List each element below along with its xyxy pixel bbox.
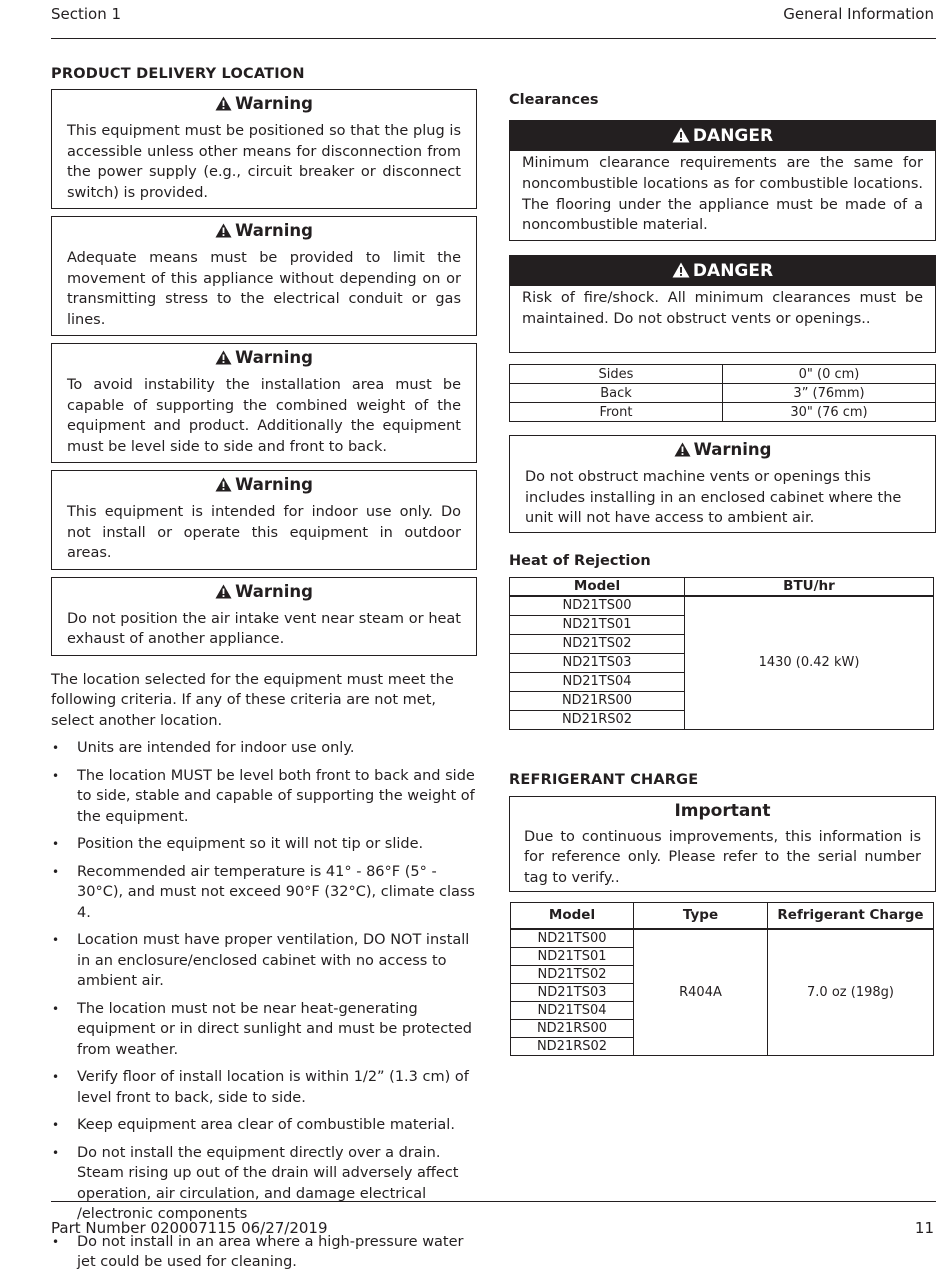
list-item: • Verify floor of install location is within 1/2” (1.3 cm) of level front to back, side to side. (51, 1067, 477, 1108)
important-title: Important (674, 800, 771, 821)
table-cell: 3” (76mm) (723, 384, 936, 403)
table-cell: ND21TS01 (511, 947, 634, 965)
table-cell: ND21TS03 (510, 653, 685, 672)
section-label: Section 1 (51, 5, 122, 23)
warning-text: This equipment must be positioned so that the plug is accessible unless other means for disconnection from the power supply (e.g., circuit breaker or disconnect switch) is provided. (67, 123, 461, 201)
list-item: • Keep equipment area clear of combustible material. (51, 1115, 477, 1136)
table-cell: Back (510, 384, 723, 403)
column-header: Refrigerant Charge (768, 903, 934, 929)
list-item: • Position the equipment so it will not tip or slide. (51, 834, 477, 855)
danger-text: Risk of fire/shock. All minimum clearances must be maintained. Do not obstruct vents or openings.. (522, 290, 923, 327)
clearances-heading: Clearances (509, 92, 599, 108)
table-cell: Front (510, 403, 723, 422)
warning-triangle-icon (215, 223, 232, 238)
table-cell: ND21TS04 (510, 672, 685, 691)
table-row (510, 403, 936, 422)
list-item: • The location MUST be level both front to back and side to side, stable and capable of supporting the weight of the equipment. (51, 766, 477, 828)
table-cell: Sides (510, 365, 723, 384)
important-box (509, 796, 936, 893)
page-number: 11 (914, 1219, 934, 1237)
right-column (509, 92, 936, 1056)
table-cell: ND21TS03 (511, 983, 634, 1001)
warning-triangle-icon (674, 442, 691, 457)
warning-text: Do not obstruct machine vents or openings this includes installing in an enclosed cabinet where the unit will not have access to ambient air. (525, 469, 902, 527)
warning-box (509, 435, 936, 533)
header-divider (51, 38, 936, 39)
footer-divider (51, 1201, 936, 1202)
danger-triangle-icon (672, 127, 690, 143)
list-item: • Do not install in an area where a high-pressure water jet could be used for cleaning. (51, 1232, 477, 1273)
warning-text: Adequate means must be provided to limit the movement of this appliance without depending on or transmitting stress to the electrical conduit or gas lines. (67, 250, 461, 328)
warning-box (51, 343, 477, 463)
table-cell: ND21TS00 (511, 929, 634, 948)
warning-title: Warning (693, 440, 772, 460)
warning-title: Warning (235, 348, 313, 367)
table-header-row (510, 577, 934, 596)
warning-text: Do not position the air intake vent near steam or heat exhaust of another appliance. (67, 610, 461, 647)
danger-title: DANGER (692, 126, 774, 146)
table-row (511, 929, 934, 948)
table-cell: ND21TS02 (511, 965, 634, 983)
refrigerant-table (510, 902, 934, 1056)
table-cell: ND21TS02 (510, 634, 685, 653)
list-item: • Location must have proper ventilation, DO NOT install in an enclosure/enclosed cabinet with no access to ambient air. (51, 930, 477, 992)
table-cell: ND21RS00 (511, 1019, 634, 1037)
warning-box (51, 470, 477, 570)
warning-title: Warning (235, 94, 313, 113)
criteria-intro: The location selected for the equipment must meet the following criteria. If any of these criteria are not met, select another location. (51, 671, 454, 729)
table-cell: ND21TS01 (510, 615, 685, 634)
column-header: BTU/hr (685, 577, 934, 596)
section-heading: PRODUCT DELIVERY LOCATION (51, 66, 305, 82)
warning-triangle-icon (215, 96, 232, 111)
criteria-list (51, 738, 477, 1273)
header-title: General Information (783, 5, 934, 23)
list-item: • Units are intended for indoor use only. (51, 738, 477, 759)
warning-box (51, 577, 477, 656)
column-header: Model (510, 577, 685, 596)
warning-text: This equipment is intended for indoor use only. Do not install or operate this equipment in outdoor areas. (67, 504, 461, 561)
warning-box (51, 216, 477, 336)
table-cell: 30" (76 cm) (723, 403, 936, 422)
warning-triangle-icon (215, 350, 232, 365)
left-column (51, 66, 477, 1280)
warning-title: Warning (235, 475, 313, 494)
table-cell: ND21RS00 (510, 691, 685, 710)
clearance-table (509, 364, 936, 422)
refrigerant-heading: REFRIGERANT CHARGE (509, 771, 699, 788)
table-cell: ND21TS00 (510, 596, 685, 615)
table-header-row (511, 903, 934, 929)
warning-title: Warning (235, 221, 313, 240)
table-cell: ND21RS02 (510, 710, 685, 729)
danger-title: DANGER (692, 261, 774, 282)
btu-value: 1430 (0.42 kW) (685, 596, 934, 729)
refrigerant-type: R404A (634, 929, 768, 1056)
table-row (510, 596, 934, 615)
refrigerant-charge: 7.0 oz (198g) (768, 929, 934, 1056)
table-cell: 0" (0 cm) (723, 365, 936, 384)
list-item: • Do not install the equipment directly over a drain. Steam rising up out of the drain will adversely affect operation, air circulation, and damage electrical /electronic components (51, 1143, 477, 1225)
danger-box (509, 120, 936, 241)
warning-triangle-icon (215, 477, 232, 492)
heat-table (509, 577, 934, 730)
danger-triangle-icon (672, 262, 690, 278)
warning-box (51, 89, 477, 209)
table-cell: ND21RS02 (511, 1037, 634, 1055)
column-header: Model (511, 903, 634, 929)
list-item: • Recommended air temperature is 41° - 86°F (5° - 30°C), and must not exceed 90°F (32°C), climate class 4. (51, 862, 477, 924)
table-row (510, 365, 936, 384)
danger-box (509, 255, 936, 353)
danger-text: Minimum clearance requirements are the same for noncombustible locations as for combustible locations. The flooring under the appliance must be made of a noncombustible material. (522, 155, 923, 234)
important-text: Due to continuous improvements, this information is for reference only. Please refer to the serial number tag to verify.. (524, 828, 921, 886)
column-header: Type (634, 903, 768, 929)
warning-triangle-icon (215, 584, 232, 599)
warning-text: To avoid instability the installation area must be capable of supporting the combined weight of the equipment and product. Additionally the equipment must be level side to side and front to back. (67, 377, 461, 455)
table-cell: ND21TS04 (511, 1001, 634, 1019)
table-row (510, 384, 936, 403)
heat-heading: Heat of Rejection (509, 552, 651, 569)
warning-title: Warning (235, 581, 313, 601)
part-number: Part Number 020007115 06/27/2019 (51, 1219, 328, 1237)
list-item: • The location must not be near heat-generating equipment or in direct sunlight and must be protected from weather. (51, 999, 477, 1061)
